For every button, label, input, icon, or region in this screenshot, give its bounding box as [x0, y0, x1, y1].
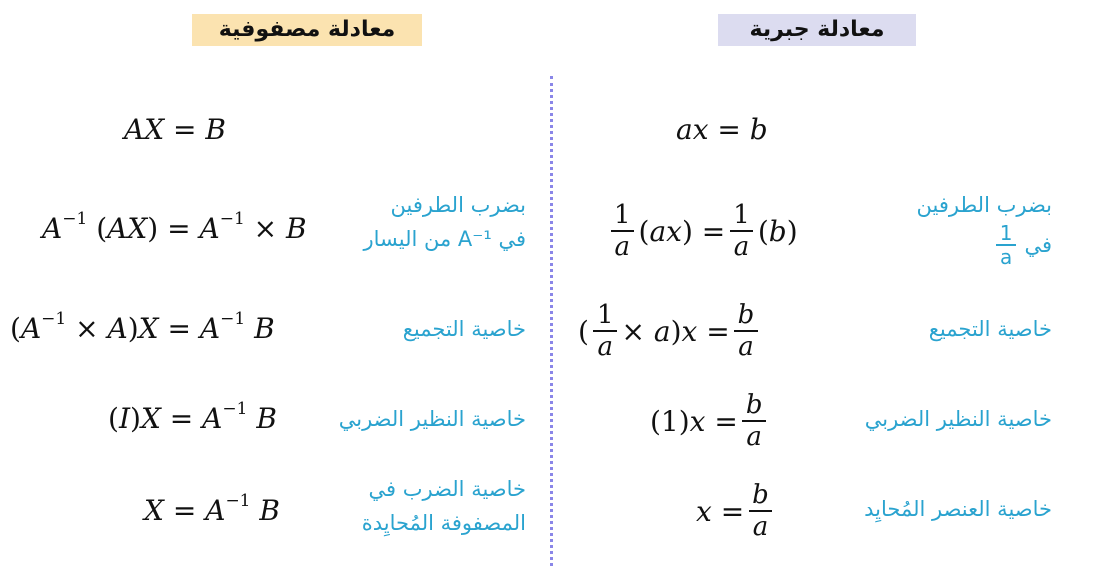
matrix-step5-label-line2: المصفوفة المُحايِدة — [361, 511, 526, 535]
matrix-eq-5: $X = A^{-1}$ B — [144, 490, 280, 527]
algebraic-step3-label: خاصية التجميع — [928, 317, 1052, 341]
algebraic-step2-label-prefix: في — [1024, 233, 1052, 257]
algebraic-step2-label-line2 — [880, 222, 1052, 268]
one-over-a-fraction: $\frac{1}{a}$ — [996, 222, 1017, 268]
matrix-eq-3: $(A^{-1} \times A)X = A^{-1}$ B — [10, 308, 275, 345]
algebraic-eq-4: (1)x = $\frac{b}{a}$ — [650, 390, 771, 452]
algebraic-eq-1: ax = b — [676, 113, 768, 146]
algebraic-eq-2: $\frac{1}{a}$ (ax) = $\frac{1}{a}$ (b) — [606, 200, 798, 262]
matrix-eq-4: $(I)X = A^{-1}$ B — [108, 398, 277, 435]
header-algebraic-equation: معادلة جبرية — [718, 14, 916, 46]
matrix-step3-label: خاصية التجميع — [402, 317, 526, 341]
algebraic-step4-label: خاصية النظير الضربي — [864, 407, 1052, 431]
matrix-step4-label: خاصية النظير الضربي — [338, 407, 526, 431]
matrix-eq-2: $A^{-1}$ $(AX) = A^{-1} \times B$ — [42, 208, 307, 245]
algebraic-eq-5: x = $\frac{b}{a}$ — [696, 480, 777, 542]
algebraic-step5-label: خاصية العنصر المُحايِد — [864, 497, 1052, 521]
matrix-eq-1: AX = B — [124, 113, 226, 146]
algebraic-step2-label — [880, 188, 1052, 268]
algebraic-step2-label-line1: بضرب الطرفين — [916, 193, 1052, 217]
matrix-step5-label — [300, 472, 526, 540]
header-matrix-equation: معادلة مصفوفية — [192, 14, 422, 46]
algebraic-eq-3: ( $\frac{1}{a}$ × a)x = $\frac{b}{a}$ — [578, 300, 762, 362]
column-divider — [550, 76, 553, 566]
matrix-step2-label — [330, 188, 526, 256]
matrix-step5-label-line1: خاصية الضرب في — [368, 477, 526, 501]
matrix-step2-label-line1: بضرب الطرفين — [390, 193, 526, 217]
matrix-step2-label-line2: في A⁻¹ من اليسار — [363, 227, 526, 251]
